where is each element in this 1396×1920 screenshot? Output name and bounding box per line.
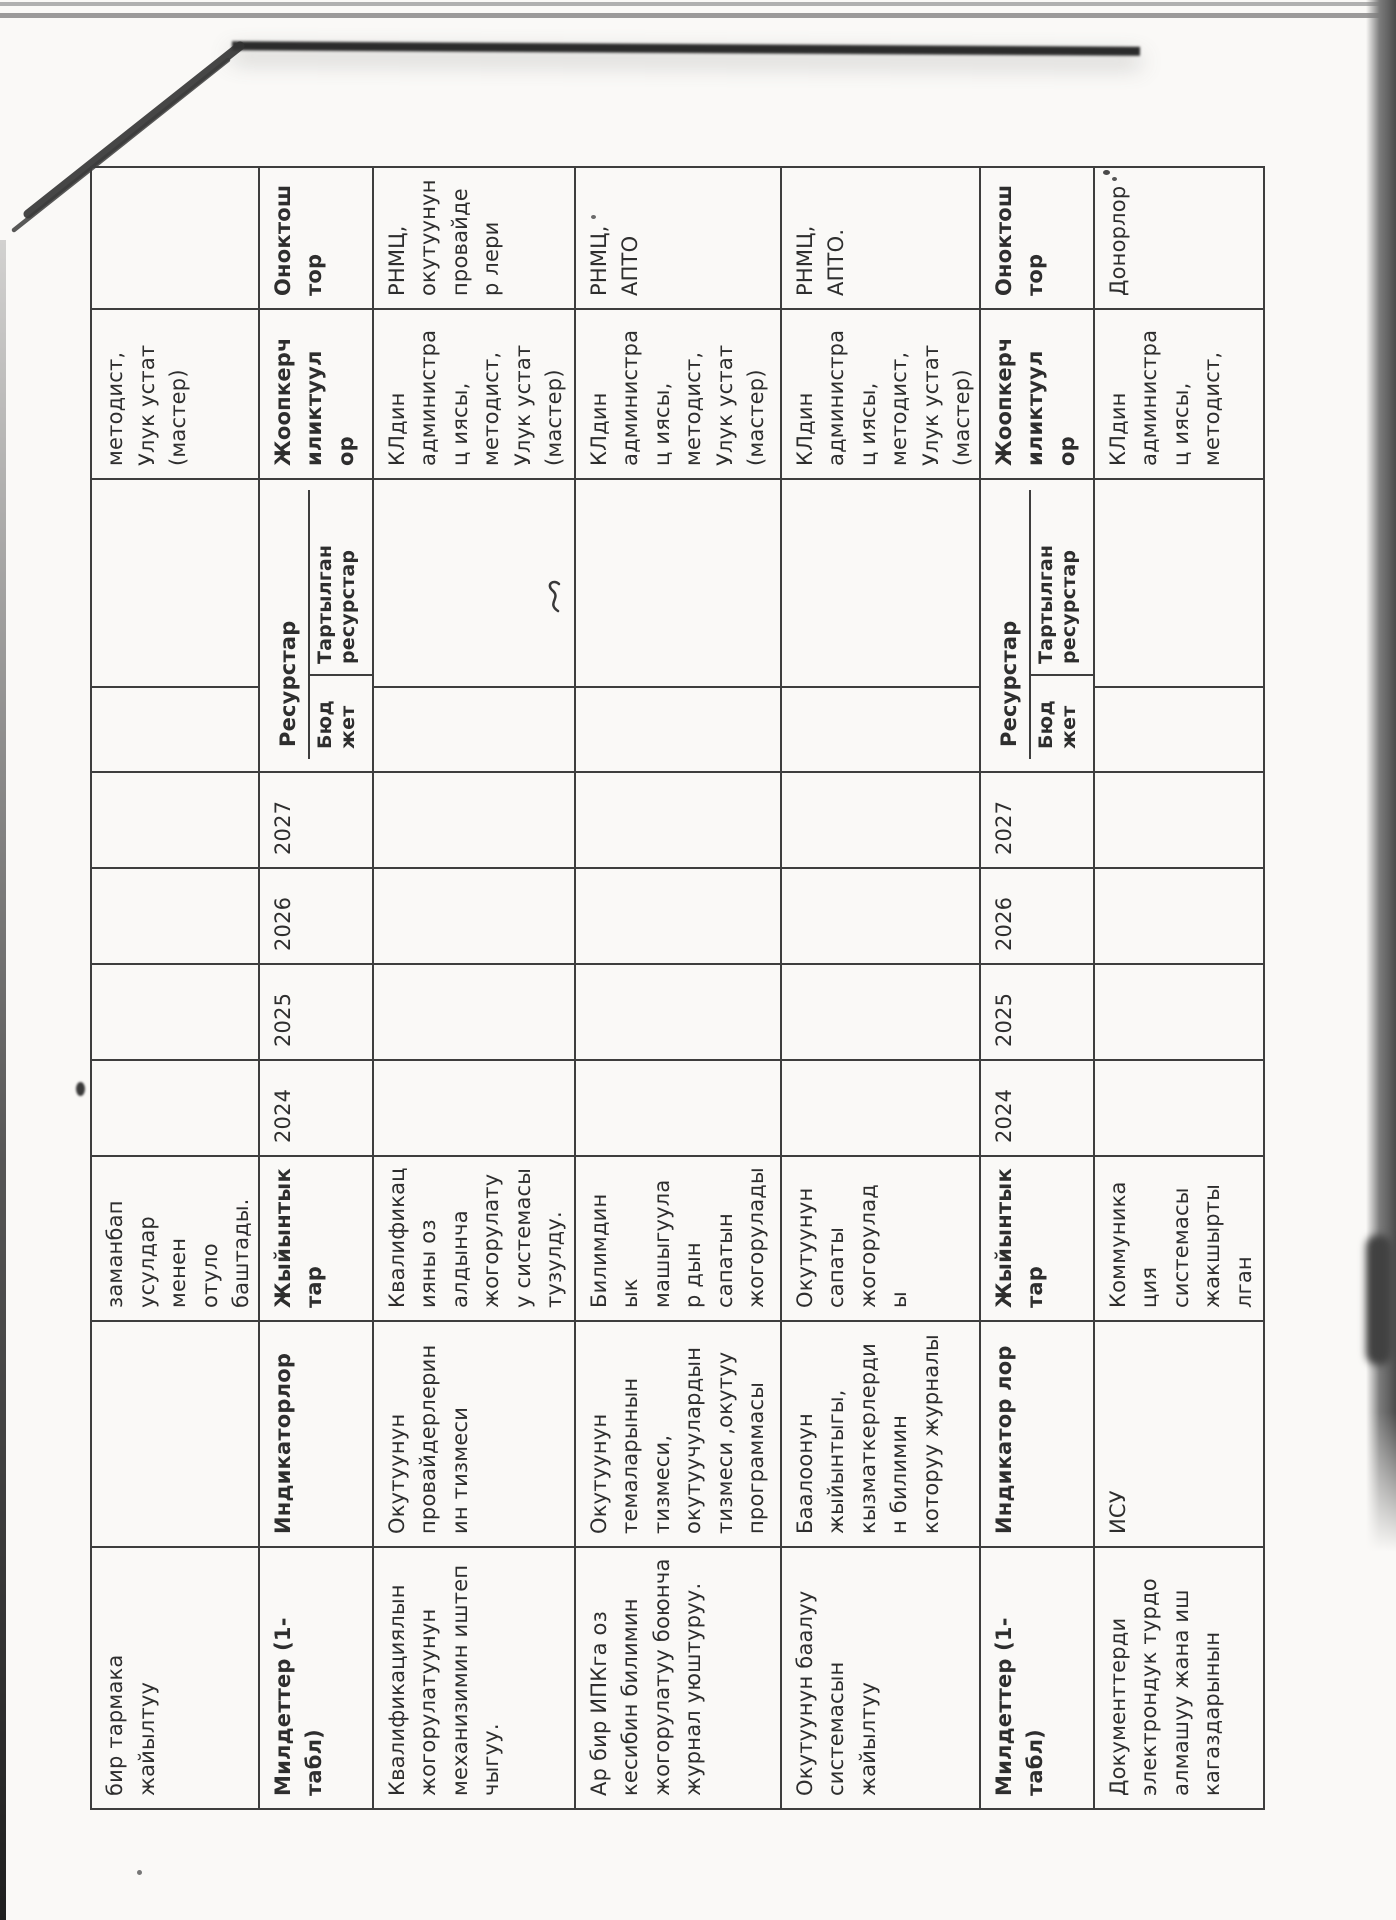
cell-partners: РНМЦ, АПТО (575, 167, 781, 309)
cell-indicators: ИСУ (1094, 1321, 1264, 1547)
table-row (1094, 167, 1264, 1809)
cell-responsible: КЛдин администрац иясы, методист, Улук устат (мастер) (781, 309, 980, 479)
column-header-indicators: Индикаторлор (259, 1321, 373, 1547)
column-header-2024: 2024 (980, 1060, 1094, 1156)
work-plan-table (90, 166, 1265, 1810)
scanner-right-edge-blob (1366, 1235, 1392, 1365)
column-header-2026: 2026 (980, 868, 1094, 964)
cell-budget (575, 687, 781, 772)
column-header-tasks: Милдеттер (1-табл) (259, 1547, 373, 1809)
cell-2025 (91, 964, 259, 1060)
cell-partners: РНМЦ, АПТО. (781, 167, 980, 309)
cell-attracted-resources (373, 479, 575, 687)
cell-partners (91, 167, 259, 309)
scanner-left-edge-shadow (0, 240, 6, 1920)
cell-budget (1094, 687, 1264, 772)
table-header-row-1 (259, 167, 373, 1809)
column-header-2027: 2027 (259, 772, 373, 868)
cell-2024 (575, 1060, 781, 1156)
cell-2027 (781, 772, 980, 868)
cell-budget (781, 687, 980, 772)
table-row-continuation (91, 167, 259, 1809)
table-header-row-2 (980, 167, 1094, 1809)
column-header-responsible: Жоопкерч иликтуул ор (980, 309, 1094, 479)
scanner-right-edge-band (1366, 0, 1396, 1552)
cell-2027 (373, 772, 575, 868)
column-header-2027: 2027 (980, 772, 1094, 868)
cell-2026 (575, 868, 781, 964)
scan-speck (137, 1870, 142, 1875)
cell-results: заманбап усулдар менен отуло баштады. (91, 1156, 259, 1321)
cell-tasks: Документтерди электрондук турдо алмашуу жана иш кагаздарынын (1094, 1547, 1264, 1809)
cell-tasks: Окутуунун баалуу системасын жайылтуу (781, 1547, 980, 1809)
column-header-responsible: Жоопкерч иликтуул ор (259, 309, 373, 479)
column-header-attracted-resources: Тартылган ресурстар (1034, 544, 1081, 664)
cell-attracted-resources (781, 479, 980, 687)
column-header-resources: Ресурстар (989, 490, 1031, 759)
scanner-top-edge-line-2 (0, 13, 1396, 18)
cell-attracted-resources (91, 479, 259, 687)
column-header-resources-group (980, 479, 1094, 772)
cell-2025 (781, 964, 980, 1060)
cell-2026 (91, 868, 259, 964)
column-header-2025: 2025 (259, 964, 373, 1060)
cell-budget (91, 687, 259, 772)
cell-2025 (1094, 964, 1264, 1060)
cell-partners: РНМЦ, окутуунун провайдер лери (373, 167, 575, 309)
cell-partners: Донорлор (1094, 167, 1264, 309)
cell-2024 (373, 1060, 575, 1156)
cell-2025 (575, 964, 781, 1060)
column-header-attracted-resources: Тартылган ресурстар (313, 544, 360, 664)
column-header-indicators: Индикатор лор (980, 1321, 1094, 1547)
cell-2025 (373, 964, 575, 1060)
cell-2026 (373, 868, 575, 964)
cell-tasks: Квалификациялын жогорулатуунун механизимин иштеп чыгуу. (373, 1547, 575, 1809)
column-header-2025: 2025 (980, 964, 1094, 1060)
cell-results: Квалификац ияны оз алдынча жогорулатуу системасы тузулду. (373, 1156, 575, 1321)
column-header-resources-group (259, 479, 373, 772)
cell-attracted-resources (1094, 479, 1264, 687)
cell-attracted-resources (575, 479, 781, 687)
cell-responsible: методист, Улук устат (мастер) (91, 309, 259, 479)
column-header-tasks: Милдеттер (1-табл) (980, 1547, 1094, 1809)
cell-tasks: бир тармака жайылтуу (91, 1547, 259, 1809)
column-header-resources: Ресурстар (268, 490, 310, 759)
column-header-partners: Оноктош тор (980, 167, 1094, 309)
cell-2024 (1094, 1060, 1264, 1156)
page-top-shadow (232, 41, 1140, 56)
cell-2027 (91, 772, 259, 868)
table-row (373, 167, 575, 1809)
cell-tasks: Ар бир ИПКга оз кесибин билимин жогорулатуу боюнча журнал уюштуруу. (575, 1547, 781, 1809)
cell-2026 (781, 868, 980, 964)
cell-2027 (575, 772, 781, 868)
cell-indicators: Окутуунун темаларынын тизмеси, окутуучулардын тизмеси ,окутуу программасы (575, 1321, 781, 1547)
table-row (781, 167, 980, 1809)
cell-indicators: Баалоонун жыйынтыгы, кызматкерлердин билимин которуу журналы (781, 1321, 980, 1547)
cell-responsible: КЛдин администрац иясы, методист, Улук устат (мастер) (373, 309, 575, 479)
cell-results: Коммуника ция системасы жакшырты лган (1094, 1156, 1264, 1321)
resources-subheaders (1031, 490, 1093, 759)
column-header-results: Жыйынтык тар (259, 1156, 373, 1321)
cell-indicators (91, 1321, 259, 1547)
cell-2026 (1094, 868, 1264, 964)
rotated-table-area (90, 168, 1256, 1810)
column-header-partners: Оноктош тор (259, 167, 373, 309)
resources-subheaders (310, 490, 372, 759)
cell-2024 (781, 1060, 980, 1156)
cell-2027 (1094, 772, 1264, 868)
scanner-top-edge-line (0, 2, 1396, 6)
cell-results: Окутуунун сапаты жогорулад ы (781, 1156, 980, 1321)
column-header-2024: 2024 (259, 1060, 373, 1156)
reading-orientation-surface (90, 168, 1256, 1810)
cell-responsible: КЛдин администрац иясы, методист, (1094, 309, 1264, 479)
column-header-budget: Бюд жет (310, 674, 372, 759)
ink-blot (76, 1082, 85, 1096)
cell-responsible: КЛдин администрац иясы, методист, Улук устат (мастер) (575, 309, 781, 479)
cell-results: Билимдин ык машыгуулар дын сапатын жогорулады (575, 1156, 781, 1321)
cell-budget (373, 687, 575, 772)
column-header-budget: Бюд жет (1031, 674, 1093, 759)
table-row (575, 167, 781, 1809)
cell-2024 (91, 1060, 259, 1156)
column-header-2026: 2026 (259, 868, 373, 964)
cell-indicators: Окутуунун провайдерлеринин тизмеси (373, 1321, 575, 1547)
column-header-results: Жыйынтык тар (980, 1156, 1094, 1321)
